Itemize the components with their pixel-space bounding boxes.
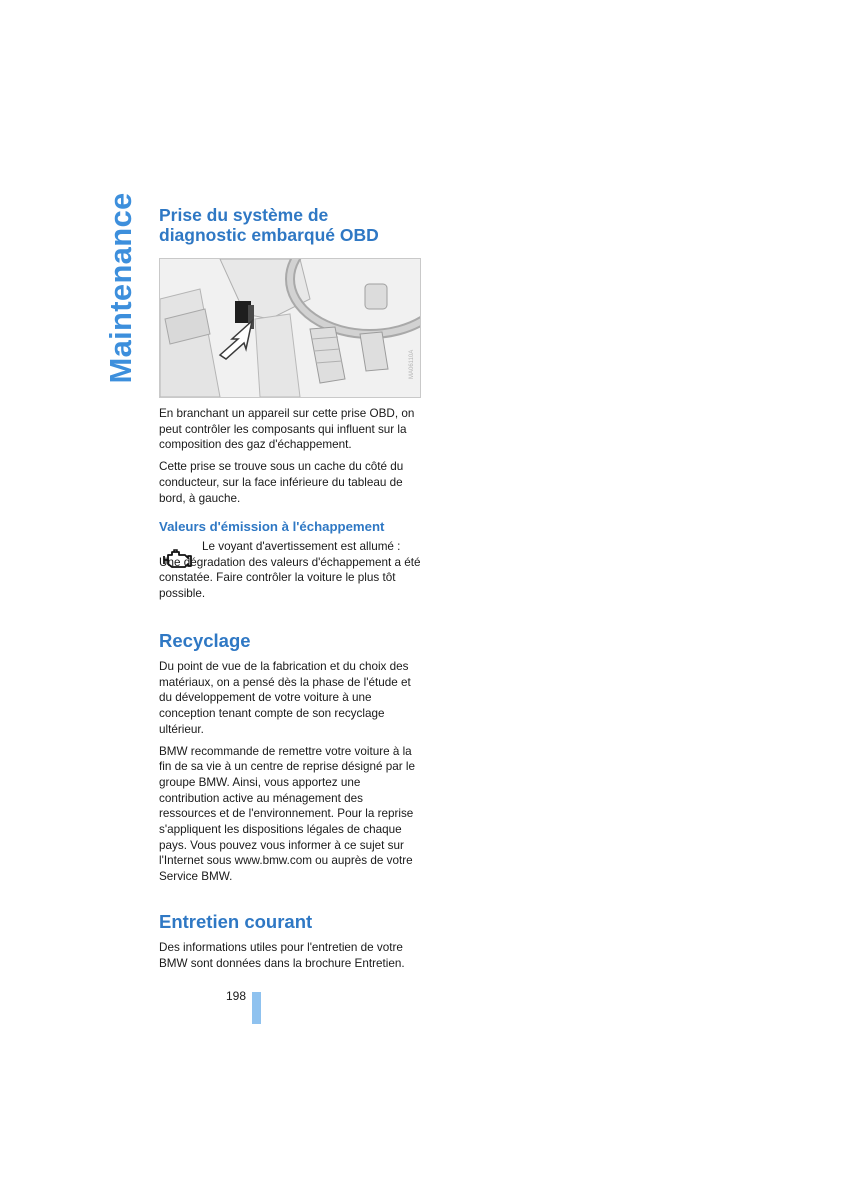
- recycling-paragraph-1: Du point de vue de la fabrication et du choix des matériaux, on a pensé dès la phase de l'étude et du développement de votre voiture à une conception tenant compte de son recyclage ultérieur.: [159, 660, 411, 736]
- page-marker-bar: [252, 992, 261, 1024]
- side-chapter-title: Maintenance: [103, 191, 138, 384]
- section-obd: [159, 205, 421, 245]
- maintenance-paragraph-1: Des informations utiles pour l'entretien de votre BMW sont données dans la brochure Entretien.: [159, 941, 405, 970]
- section-maintenance: [159, 911, 421, 971]
- svg-text:MA06110A: MA06110A: [409, 349, 415, 379]
- obd-paragraph-2: Cette prise se trouve sous un cache du côté du conducteur, sur la face inférieure du tableau de bord, à gauche.: [159, 460, 404, 505]
- section-title-maintenance: Entretien courant: [159, 911, 313, 932]
- section-title-recycling: Recyclage: [159, 630, 251, 651]
- section-recycling: [159, 630, 421, 885]
- obd-socket-illustration: [159, 258, 421, 398]
- emission-warning-text: Le voyant d'avertissement est allumé : Une dégradation des valeurs d'échappement a été constatée. Faire contrôler la voiture le plus tôt possible.: [159, 540, 421, 601]
- subsection-title-emission: Valeurs d'émission à l'échappement: [159, 519, 385, 534]
- recycling-paragraph-2: BMW recommande de remettre votre voiture à la fin de sa vie à un centre de reprise désigné par le groupe BMW. Ainsi, vous apportez une contribution active au ménagement des ressources et de l'environnement. Pour la reprise s'appliquent les dispositions légales de chaque pays. Vous pouvez vous informer à ce sujet sur l'Internet sous www.bmw.com ou auprès de votre Service BMW.: [159, 744, 415, 884]
- page-number: 198: [226, 989, 247, 1003]
- section-title-obd: Prise du système de diagnostic embarqué OBD: [159, 205, 379, 245]
- subsection-emission: [159, 519, 421, 535]
- obd-description: [159, 406, 421, 506]
- emission-text-block: [159, 539, 421, 602]
- obd-paragraph-1: En branchant un appareil sur cette prise OBD, on peut contrôler les composants qui influent sur la composition des gaz d'échappement.: [159, 407, 415, 452]
